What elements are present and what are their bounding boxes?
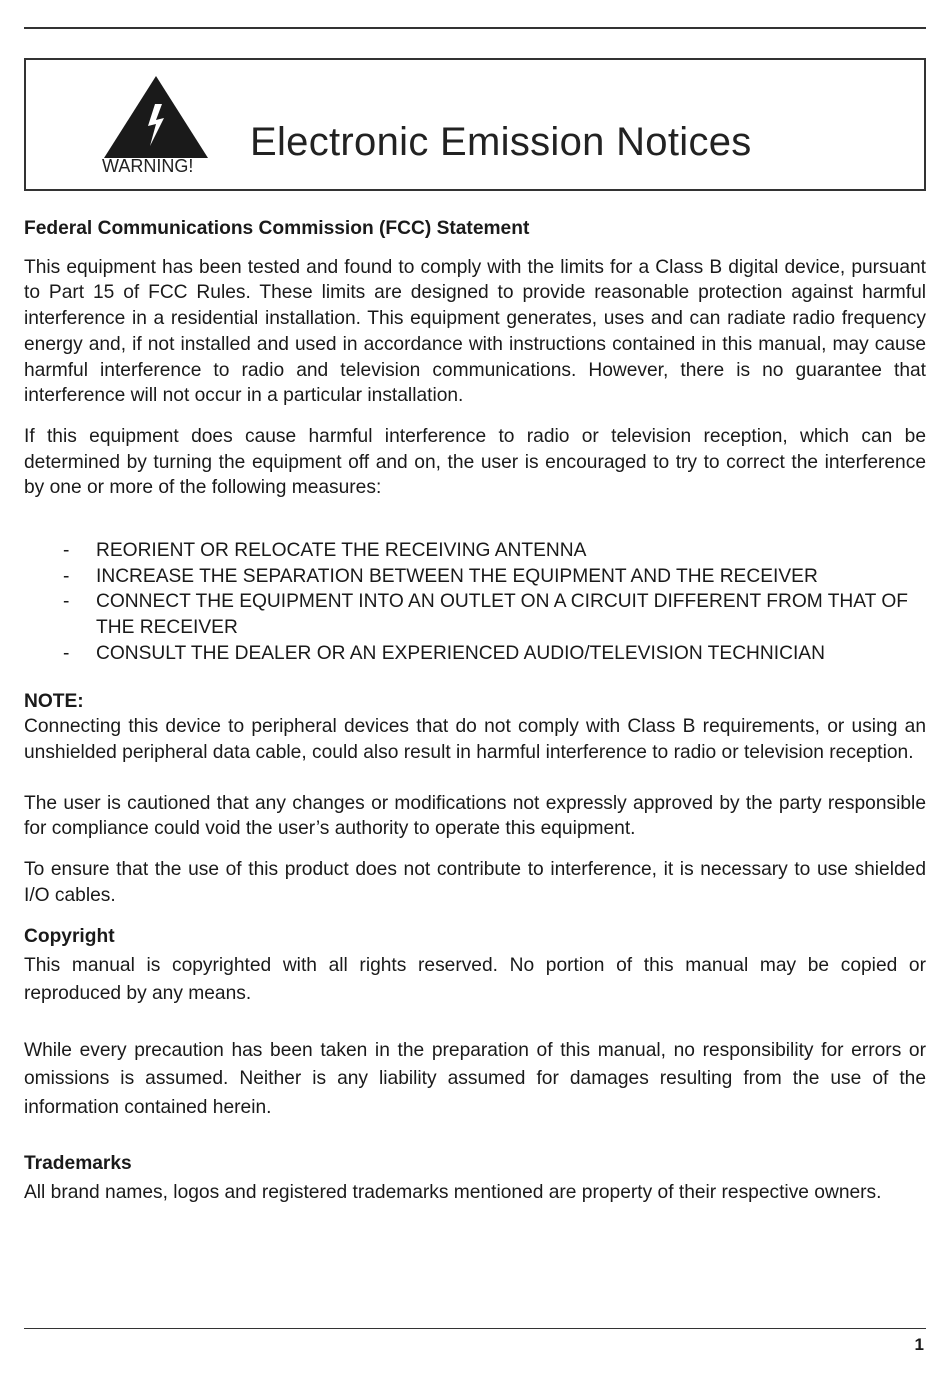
list-item bbox=[24, 538, 926, 564]
copyright-section bbox=[24, 923, 926, 1207]
copyright-paragraph-2: While every precaution has been taken in the preparation of this manual, no responsibility for errors or omissions is assumed. Neither is any liability assumed for damages resulting from the use of the information contained herein. bbox=[24, 1039, 926, 1118]
fcc-paragraph-2: If this equipment does cause harmful interference to radio or television reception, which can be determined by turning the equipment off and on, the user is encouraged to try to correct the interference by one or more of the following measures: bbox=[24, 425, 926, 499]
title-box bbox=[24, 58, 926, 191]
fcc-heading: Federal Communications Commission (FCC) Statement bbox=[24, 218, 530, 239]
electric-shock-warning-icon bbox=[102, 74, 214, 160]
note-paragraph-1: Connecting this device to peripheral devices that do not comply with Class B requirements, or using an unshielded peripheral data cable, could also result in harmful interference to radio or television reception. bbox=[24, 716, 926, 763]
list-item-text: REORIENT OR RELOCATE THE RECEIVING ANTENNA bbox=[96, 540, 587, 562]
bullet-dash: - bbox=[63, 565, 70, 587]
list-item bbox=[24, 564, 926, 590]
page-title: Electronic Emission Notices bbox=[250, 120, 752, 164]
bullet-dash: - bbox=[63, 642, 70, 664]
note-paragraph-2: The user is cautioned that any changes or modifications not expressly approved by the party responsible for compliance could void the user’s authority to operate this equipment. bbox=[24, 792, 926, 840]
note-heading: NOTE: bbox=[24, 690, 84, 712]
note-paragraph-3: To ensure that the use of this product does not contribute to interference, it is necessary to use shielded I/O cables. bbox=[24, 859, 926, 906]
bottom-rule bbox=[24, 1328, 926, 1329]
copyright-paragraph-1: This manual is copyrighted with all rights reserved. No portion of this manual may be copied or reproduced by any means. bbox=[24, 954, 926, 1005]
trademarks-paragraph: All brand names, logos and registered trademarks mentioned are property of their respective owners. bbox=[24, 1181, 882, 1203]
measures-list bbox=[24, 538, 926, 667]
bullet-dash: - bbox=[63, 591, 70, 613]
list-item-text: CONSULT THE DEALER OR AN EXPERIENCED AUDIO/TELEVISION TECHNICIAN bbox=[96, 642, 825, 664]
fcc-paragraph-1: This equipment has been tested and found to comply with the limits for a Class B digital device, pursuant to Part 15 of FCC Rules. These limits are designed to provide reasonable protection against harmful interference in a residential installation. This equipment generates, uses and can radiate radio frequency energy and, if not installed and used in accordance with instructions contained in this manual, may cause harmful interference to radio and television communications. However, there is no guarantee that interference will not occur in a particular installation. bbox=[24, 256, 926, 407]
list-item bbox=[24, 589, 926, 640]
trademarks-heading: Trademarks bbox=[24, 1153, 132, 1175]
list-item bbox=[24, 641, 926, 667]
copyright-heading: Copyright bbox=[24, 926, 115, 948]
document-body bbox=[24, 216, 926, 1207]
top-rule bbox=[24, 27, 926, 29]
list-item-text: INCREASE THE SEPARATION BETWEEN THE EQUIPMENT AND THE RECEIVER bbox=[96, 565, 818, 587]
warning-label: WARNING! bbox=[102, 156, 194, 176]
list-item-text: CONNECT THE EQUIPMENT INTO AN OUTLET ON A CIRCUIT DIFFERENT FROM THAT OF THE RECEIVER bbox=[96, 591, 909, 639]
bullet-dash: - bbox=[63, 540, 70, 562]
page-number: 1 bbox=[914, 1335, 924, 1354]
